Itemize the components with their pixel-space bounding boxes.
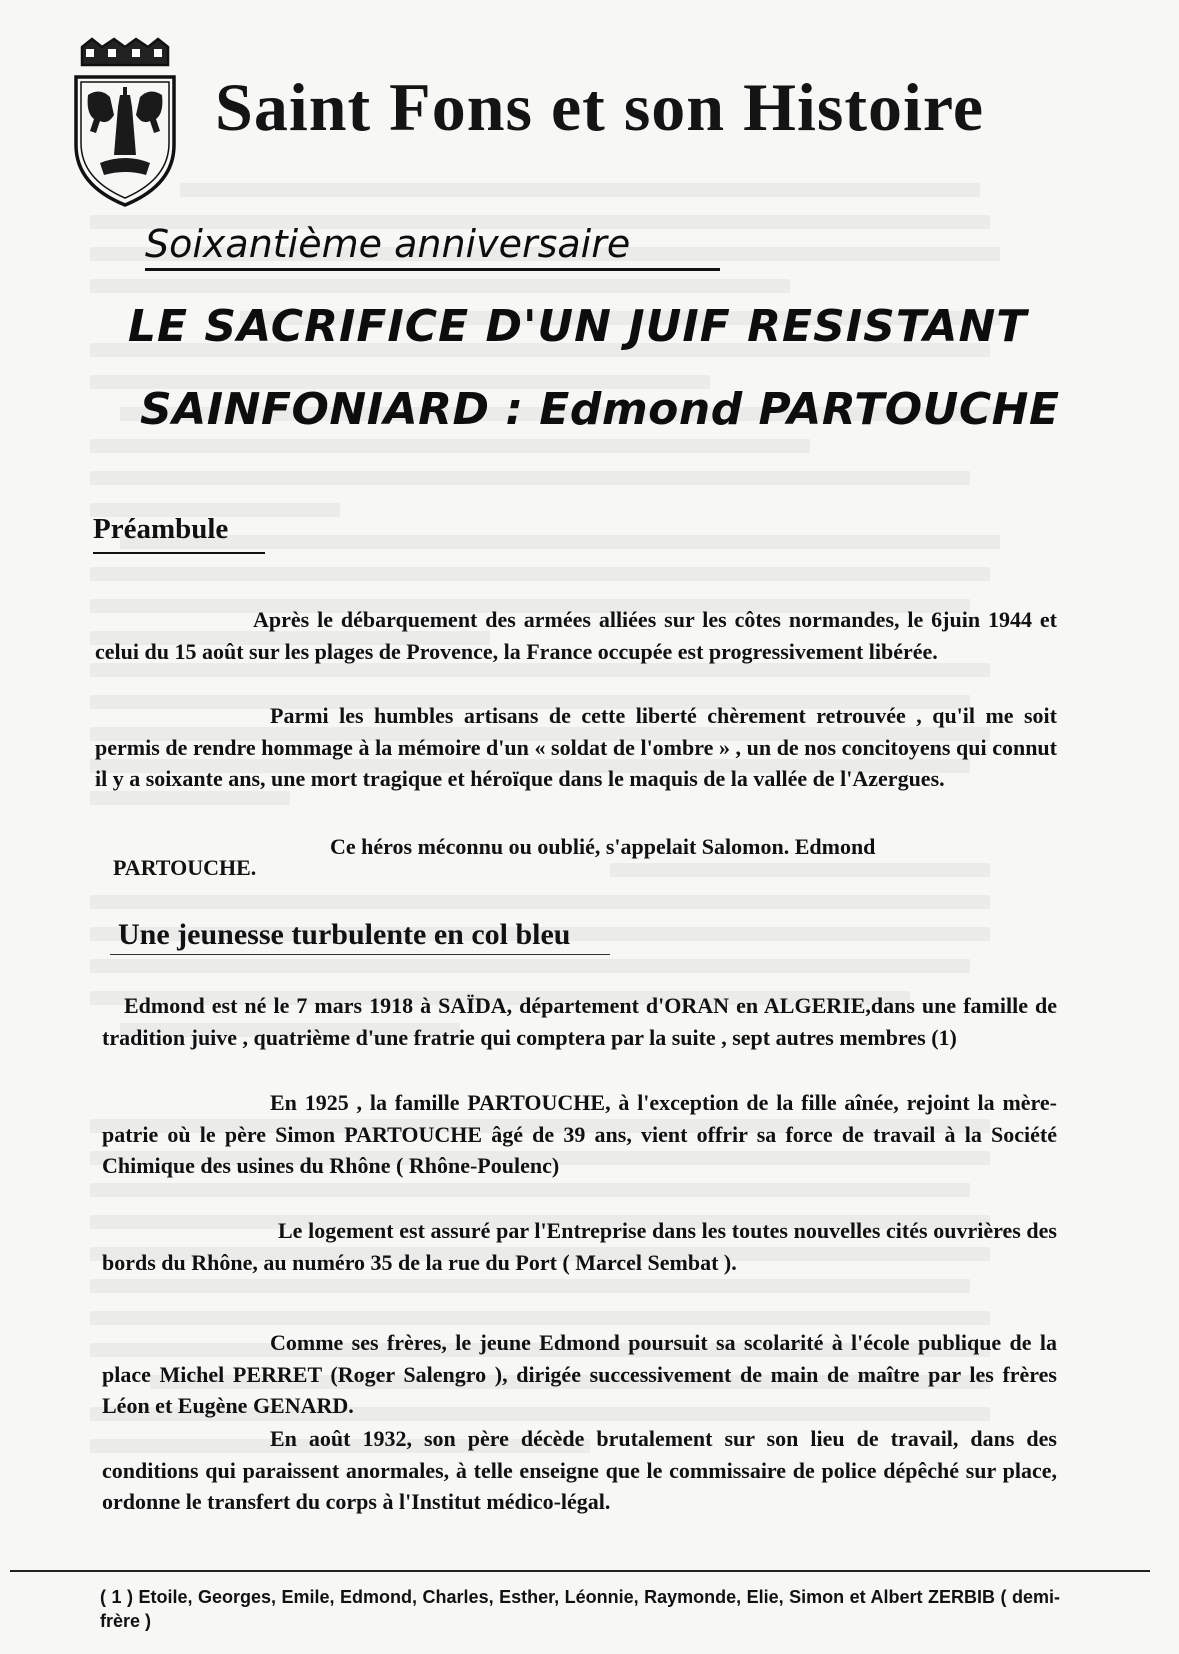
jeunesse-paragraph-2: En 1925 , la famille PARTOUCHE, à l'exception de la fille aînée, rejoint la mère-patrie où le père Simon PARTOUCHE âgé de 39 ans, vient offrir sa force de travail à la Société Chimique des usines du Rhône ( Rhône-Poulenc) xyxy=(102,1090,1057,1178)
jeunesse-underline xyxy=(110,954,610,955)
preambule-paragraph-1: Après le débarquement des armées alliées sur les côtes normandes, le 6juin 1944 et celui du 15 août sur les plages de Provence, la France occupée est progressivement libérée. xyxy=(95,607,1057,664)
jeunesse-paragraph-1: Edmond est né le 7 mars 1918 à SAÏDA, département d'ORAN en ALGERIE,dans une famille de tradition juive , quatrième d'une fratrie qui comptera par la suite , sept autres membres (1) xyxy=(102,993,1057,1050)
section-heading-jeunesse: Une jeunesse turbulente en col bleu xyxy=(118,918,571,951)
jeunesse-paragraph-4: Comme ses frères, le jeune Edmond poursuit sa scolarité à l'école publique de la place Michel PERRET (Roger Salengro ), dirigée successivement de main de maître par les frères Léon et Eugène GENARD. xyxy=(102,1330,1057,1418)
preambule-underline xyxy=(93,552,265,554)
headline: LE SACRIFICE D'UN JUIF RESISTANT xyxy=(128,301,1028,352)
subtitle-underline xyxy=(145,268,720,271)
headline-name: SAINFONIARD : Edmond PARTOUCHE xyxy=(140,384,1060,435)
subtitle: Soixantième anniversaire xyxy=(145,222,631,266)
preambule-paragraph-3: Ce héros méconnu ou oublié, s'appelait Salomon. Edmond xyxy=(330,834,876,859)
bleed-through-texture xyxy=(90,175,1040,1474)
section-heading-preambule: Préambule xyxy=(93,513,229,545)
jeunesse-paragraph-3: Le logement est assuré par l'Entreprise dans les toutes nouvelles cités ouvrières des bords du Rhône, au numéro 35 de la rue du Port ( Marcel Sembat ). xyxy=(102,1218,1057,1275)
footnote: ( 1 ) Etoile, Georges, Emile, Edmond, Charles, Esther, Léonnie, Raymonde, Elie, Simon et Albert ZERBIB ( demi- frère ) xyxy=(100,1587,1060,1631)
jeunesse-paragraph-5: En août 1932, son père décède brutalement sur son lieu de travail, dans des conditions qui paraissent anormales, à telle enseigne que le commissaire de police dépêché sur place, ordonne le transfert du corps à l'Institut médico-légal. xyxy=(102,1426,1057,1514)
preambule-paragraph-3-end: PARTOUCHE. xyxy=(113,855,257,880)
preambule-paragraph-2: Parmi les humbles artisans de cette liberté chèrement retrouvée , qu'il me soit permis de rendre hommage à la mémoire d'un « soldat de l'ombre » , un de nos concitoyens qui connut il y a soixante ans, une mort tragique et héroïque dans le maquis de la vallée de l'Azergues. xyxy=(95,703,1057,791)
footnote-divider xyxy=(10,1570,1150,1572)
coat-of-arms-icon xyxy=(70,35,180,210)
page-title: Saint Fons et son Histoire xyxy=(215,69,985,145)
